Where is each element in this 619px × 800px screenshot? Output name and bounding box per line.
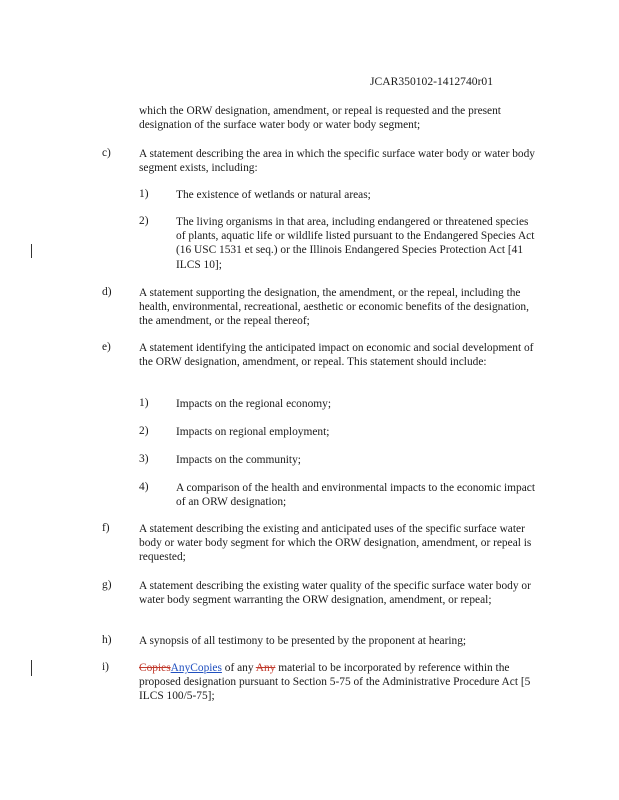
item-i-label: i) <box>102 661 109 673</box>
item-g-label: g) <box>102 579 112 591</box>
item-e-label: e) <box>102 341 111 353</box>
deleted-text-2: Any <box>255 662 276 674</box>
revision-bar <box>31 244 32 258</box>
item-c2-text: The living organisms in that area, including endangered or threatened species of plants, aquatic life or wildlife listed pursuant to the Endangered Species Act (16 USC 1531 et seq.) or the Illinois Endangered Species Protection Act [41 ILCS 10]; <box>176 216 535 271</box>
document-id-header: JCAR350102-1412740r01 <box>370 75 494 88</box>
item-c1-num: 1) <box>139 188 149 200</box>
item-i-text <box>139 661 539 704</box>
item-e1-num: 1) <box>139 397 149 409</box>
item-e4-text: A comparison of the health and environmental impacts to the economic impact of an ORW designation; <box>176 482 536 509</box>
item-e2-num: 2) <box>139 425 149 437</box>
item-i-rest: material to be incorporated by reference within the proposed designation pursuant to Section 5-75 of the Administrative Procedure Act [5 ILCS 100/5-75]; <box>139 662 531 703</box>
item-g-text: A statement describing the existing water quality of the specific surface water body or water body segment warranting the ORW designation, amendment, or repeal; <box>139 580 531 607</box>
inserted-text: AnyCopies <box>170 662 222 674</box>
item-c2-num: 2) <box>139 215 149 227</box>
item-h-text: A synopsis of all testimony to be presented by the proponent at hearing; <box>139 635 467 647</box>
item-f-label: f) <box>102 522 110 534</box>
item-i-mid: of any <box>221 662 256 674</box>
item-e3-num: 3) <box>139 453 149 465</box>
revision-bar <box>31 660 32 676</box>
item-e3-text: Impacts on the community; <box>176 454 301 466</box>
item-e2-text: Impacts on regional employment; <box>176 426 330 438</box>
item-d-label: d) <box>102 286 112 298</box>
item-c-text: A statement describing the area in which the specific surface water body or water body segment exists, including: <box>139 148 535 175</box>
intro-continuation: which the ORW designation, amendment, or repeal is requested and the present designation of the surface water body or water body segment; <box>139 105 501 132</box>
item-f-text: A statement describing the existing and anticipated uses of the specific surface water body or water body segment for which the ORW designation, amendment, or repeal is requested; <box>139 523 532 564</box>
item-e1-text: Impacts on the regional economy; <box>176 398 331 410</box>
item-c-label: c) <box>102 147 111 159</box>
item-c1-text: The existence of wetlands or natural areas; <box>176 189 371 201</box>
item-e-text: A statement identifying the anticipated impact on economic and social development of the ORW designation, amendment, or repeal. This statement should include: <box>139 342 534 369</box>
item-e4-num: 4) <box>139 481 149 493</box>
deleted-text: Copies <box>139 662 171 674</box>
item-d-text: A statement supporting the designation, the amendment, or the repeal, including the health, environmental, recreational, aesthetic or economic benefits of the designation, the amendment, or the repeal thereof; <box>139 287 529 328</box>
item-h-label: h) <box>102 634 112 646</box>
